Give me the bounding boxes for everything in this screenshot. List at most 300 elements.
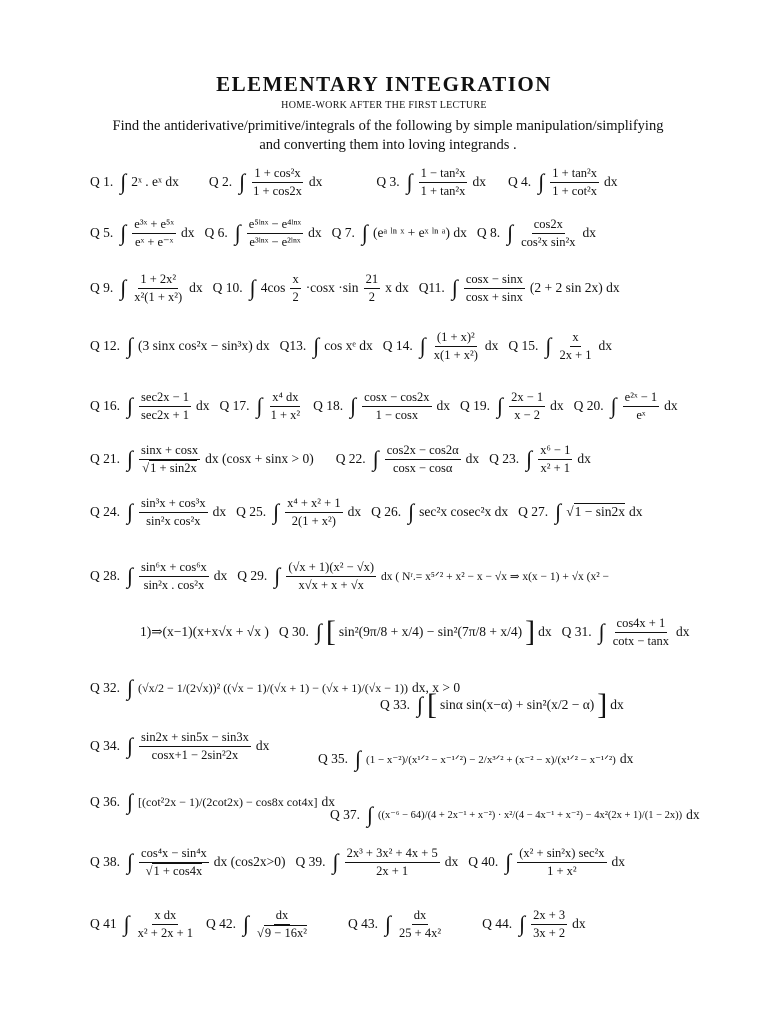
- question-label: Q 14.: [382, 338, 413, 353]
- question-row-5: [90, 380, 730, 432]
- denominator: 3x + 2: [533, 925, 566, 940]
- numerator: (√x + 1)(x² − √x): [286, 560, 376, 577]
- math-text: 9 − 16x²: [264, 925, 307, 940]
- numerator: x⁴ dx: [270, 390, 300, 407]
- question-label: Q 29.: [237, 568, 268, 583]
- question-label: Q 9.: [90, 280, 114, 295]
- math-text: dx (cosx + sinx > 0): [205, 451, 314, 466]
- question-label: Q 16.: [90, 398, 120, 413]
- denominator: cotx − tanx: [612, 633, 670, 648]
- page-title: ELEMENTARY INTEGRATION: [216, 72, 552, 96]
- question-q12: [90, 335, 272, 357]
- fraction: [290, 272, 300, 305]
- fraction: [269, 390, 303, 423]
- integral-sign: ∫: [408, 499, 415, 524]
- instructions-line-1: Find the antiderivative/primitive/integrals of the following by simple manipulation/simplifying: [112, 118, 664, 134]
- math-text: dx: [308, 174, 323, 189]
- numerator: 2x³ + 3x² + 4x + 5: [345, 846, 440, 863]
- question-q43: [348, 908, 446, 941]
- question-q11: [419, 272, 622, 305]
- fraction: [132, 217, 176, 250]
- question-label: Q 32.: [90, 680, 120, 695]
- numerator: 1 + 2x²: [138, 272, 178, 289]
- denominator: e³ˡⁿˣ − e²ˡⁿˣ: [249, 234, 301, 249]
- integral-sign: ∫: [419, 333, 426, 358]
- question-row-4: [90, 320, 730, 372]
- denominator: 2x + 1: [376, 863, 409, 878]
- question-label: Q 21.: [90, 451, 120, 466]
- denominator: x² + 2x + 1: [137, 925, 194, 940]
- math-text: 2ˣ . eˣ dx: [131, 174, 179, 189]
- question-row-11b: [318, 744, 718, 774]
- math-text: dx: [664, 398, 678, 413]
- integral-sign: ∫: [127, 675, 134, 700]
- math-text: dx: [196, 398, 210, 413]
- question-q3: [376, 166, 488, 199]
- denominator: x(1 + x²): [433, 347, 478, 362]
- question-q24: [90, 496, 228, 529]
- numerator: x: [290, 272, 300, 289]
- numerator: cos2x − cos2α: [385, 443, 461, 460]
- question-q8: [477, 217, 598, 250]
- integral-sign: ∫: [545, 333, 552, 358]
- instructions: [88, 117, 688, 155]
- math-text: dx: [577, 451, 591, 466]
- question-label: Q 36.: [90, 794, 120, 809]
- denominator: 2: [292, 289, 299, 304]
- denominator: 1 + cos2x: [253, 183, 302, 198]
- denominator: sin²x . cos²x: [143, 577, 205, 592]
- math-text: dx: [465, 451, 480, 466]
- question-q10: [213, 272, 411, 305]
- question-label: Q 39.: [295, 854, 326, 869]
- question-q26: [371, 501, 510, 523]
- question-label: Q 23.: [489, 451, 520, 466]
- question-label: Q 8.: [476, 225, 501, 240]
- integral-sign: ∫: [123, 911, 130, 936]
- integral-sign: ∫: [249, 275, 256, 300]
- numerator: sec2x − 1: [139, 390, 191, 407]
- question-label: Q 38.: [90, 854, 120, 869]
- numerator: (x² + sin²x) sec²x: [517, 846, 606, 863]
- question-label: Q 19.: [460, 398, 491, 413]
- numerator: x⁴ + x² + 1: [285, 496, 342, 513]
- numerator: cosx − cos2x: [362, 390, 431, 407]
- math-text: sin²(9π/8 + x/4) − sin²(7π/8 + x/4): [338, 624, 523, 639]
- question-q30: [279, 617, 554, 647]
- math-text: dx: [189, 280, 203, 295]
- math-text: dx: [255, 738, 270, 753]
- question-q21: [90, 443, 316, 476]
- numerator: cosx − sinx: [464, 272, 525, 289]
- question-label: Q 20.: [573, 398, 604, 413]
- math-text: 1 + cos4x: [153, 863, 203, 878]
- fraction: [538, 443, 572, 476]
- numerator: e²ˣ − 1: [623, 390, 659, 407]
- integral-sign: ∫: [507, 220, 514, 245]
- denominator: 1 + x²: [547, 863, 577, 878]
- fraction: [623, 390, 659, 423]
- question-row-10b: [380, 690, 720, 720]
- question-row-2: [90, 207, 730, 259]
- numerator: sin2x + sin5x − sin3x: [139, 730, 251, 747]
- math-text: ·cosx ·sin: [305, 280, 359, 295]
- math-text: [: [325, 615, 336, 648]
- question-q2: [209, 166, 325, 199]
- numerator: e⁵ˡⁿˣ − e⁴ˡⁿˣ: [247, 217, 303, 234]
- math-text: dx: [347, 504, 362, 519]
- integral-sign: ∫: [497, 393, 504, 418]
- numerator: 2x + 3: [531, 908, 567, 925]
- question-label: Q 27.: [518, 504, 549, 519]
- math-text: dx: [181, 225, 195, 240]
- question-label: Q 25.: [236, 504, 267, 519]
- math-text: dx, x > 0: [412, 680, 461, 695]
- math-text: dx: [308, 225, 322, 240]
- fraction: [432, 330, 480, 363]
- fraction: [519, 217, 577, 250]
- denominator: 2x + 1: [559, 347, 592, 362]
- integral-sign: ∫: [417, 692, 424, 717]
- numerator: dx: [274, 908, 291, 925]
- question-label: Q 17.: [219, 398, 250, 413]
- fraction: [139, 496, 208, 529]
- denominator: cosx − cosα: [392, 460, 453, 475]
- question-q33: [380, 690, 626, 720]
- integral-sign: ∫: [127, 733, 134, 758]
- fraction: [557, 330, 593, 363]
- question-q34: [90, 730, 271, 763]
- numerator: sin⁶x + cos⁶x: [139, 560, 209, 577]
- question-q35: [318, 748, 635, 770]
- math-text: dx: [686, 807, 700, 822]
- integral-sign: ∫: [526, 446, 533, 471]
- fraction: [385, 443, 461, 476]
- math-text: (eᵃ ˡⁿ ˣ + eˣ ˡⁿ ᵃ) dx: [372, 225, 467, 240]
- integral-sign: ∫: [313, 333, 320, 358]
- denominator: 1 + cot²x: [552, 183, 598, 198]
- math-text: ((x⁻⁶ − 64)/(4 + 2x⁻¹ + x⁻²) · x²/(4 − 4x⁻¹ + x⁻²) − 4x²(2x + 1)/(1 − 2x)): [378, 810, 683, 821]
- math-text: dx: [212, 504, 227, 519]
- numerator: (1 + x)²: [435, 330, 477, 347]
- denominator: x²(1 + x²): [134, 289, 183, 304]
- math-text: x dx: [385, 280, 409, 295]
- denominator: cosx+1 − 2sin²2x: [151, 747, 239, 762]
- denominator: 1 + x²: [270, 407, 301, 422]
- denominator: eˣ + e⁻ˣ: [135, 234, 174, 249]
- fraction: [509, 390, 545, 423]
- integral-sign: ∫: [451, 275, 458, 300]
- math-text: dx: [572, 916, 586, 931]
- page-subtitle: HOME-WORK AFTER THE FIRST LECTURE: [281, 100, 487, 111]
- integral-sign: ∫: [372, 446, 379, 471]
- numerator: x⁶ − 1: [538, 443, 572, 460]
- question-q23: [489, 443, 593, 476]
- math-text: 1)⇒(x−1)(x+x√x + √x ): [140, 624, 269, 639]
- fraction: [517, 846, 606, 879]
- integral-sign: ∫: [127, 393, 134, 418]
- question-label: Q 6.: [204, 225, 228, 240]
- integral-sign: ∫: [367, 802, 374, 827]
- integral-sign: ∫: [332, 849, 339, 874]
- integral-sign: ∫: [361, 220, 368, 245]
- numerator: dx: [412, 908, 429, 925]
- question-label: Q 12.: [90, 338, 120, 353]
- math-text: √1 − sin2x: [566, 504, 625, 519]
- question-q4: [508, 166, 620, 199]
- question-label: Q 22.: [335, 451, 366, 466]
- integral-sign: ∫: [127, 563, 134, 588]
- denominator: √1 + sin2x: [142, 460, 197, 475]
- denominator: 2(1 + x²): [291, 513, 336, 528]
- question-q15: [508, 330, 614, 363]
- math-text: dx: [598, 338, 612, 353]
- integral-sign: ∫: [127, 333, 134, 358]
- integral-sign: ∫: [610, 393, 617, 418]
- fraction: [139, 730, 251, 763]
- denominator: √1 + cos4x: [145, 863, 203, 878]
- fraction: [531, 908, 567, 941]
- fraction: [362, 390, 431, 423]
- integral-sign: ∫: [234, 220, 241, 245]
- denominator: 1 + tan²x: [420, 183, 466, 198]
- question-q29: [237, 560, 611, 593]
- question-q29-continued: [138, 624, 271, 640]
- math-text: dx: [444, 854, 459, 869]
- fraction: [255, 908, 309, 941]
- question-q16: [90, 390, 212, 423]
- math-text: (3 sinx cos²x − sin³x) dx: [138, 338, 270, 353]
- math-text: dx: [472, 174, 486, 189]
- question-q38: [90, 846, 288, 879]
- question-q22: [336, 443, 481, 476]
- integral-sign: ∫: [406, 169, 413, 194]
- question-label: Q 18.: [313, 398, 344, 413]
- fraction: [247, 217, 303, 250]
- question-q9: [90, 272, 205, 305]
- denominator: 1 − cosx: [375, 407, 419, 422]
- question-row-7: [90, 486, 730, 538]
- numerator: sin³x + cos³x: [139, 496, 208, 513]
- integral-sign: ∫: [355, 746, 362, 771]
- math-text: (2 + 2 sin 2x) dx: [529, 280, 620, 295]
- question-q25: [236, 496, 363, 529]
- question-label: Q 33.: [380, 697, 410, 712]
- denominator: sin²x cos²x: [146, 513, 201, 528]
- question-q18: [313, 390, 452, 423]
- math-text: dx: [538, 624, 552, 639]
- fraction: [139, 443, 200, 476]
- question-label: Q 15.: [508, 338, 539, 353]
- fraction: [285, 496, 342, 529]
- denominator: x − 2: [514, 407, 541, 422]
- question-label: Q 44.: [482, 916, 513, 931]
- question-label: Q 42.: [206, 916, 237, 931]
- question-label: Q 28.: [90, 568, 120, 583]
- question-label: Q 43.: [347, 916, 378, 931]
- integral-sign: ∫: [315, 619, 322, 644]
- question-row-14: [90, 898, 730, 950]
- question-q19: [460, 390, 566, 423]
- integral-sign: ∫: [384, 911, 392, 936]
- fraction: [136, 908, 195, 941]
- question-row-8: [90, 550, 730, 602]
- question-row-13: [90, 836, 730, 888]
- question-q14: [383, 330, 501, 363]
- question-row-1: [90, 156, 730, 208]
- question-q5: [90, 217, 197, 250]
- math-text: dx: [619, 751, 634, 766]
- numerator: cos2x: [532, 217, 565, 234]
- integral-sign: ∫: [120, 220, 127, 245]
- math-text: 1 − sin2x: [574, 504, 625, 519]
- question-label: Q13.: [279, 338, 307, 353]
- math-text: ]: [597, 688, 608, 721]
- integral-sign: ∫: [127, 446, 134, 471]
- numerator: sinx + cosx: [139, 443, 200, 460]
- denominator: 2: [368, 289, 375, 304]
- math-text: dx: [582, 225, 596, 240]
- denominator: sec2x + 1: [141, 407, 190, 422]
- math-text: dx: [611, 854, 626, 869]
- question-q39: [296, 846, 461, 879]
- math-text: dx (cos2x>0): [213, 854, 286, 869]
- question-label: Q 35.: [318, 751, 348, 766]
- integral-sign: ∫: [350, 393, 357, 418]
- fraction: [286, 560, 376, 593]
- question-q20: [574, 390, 680, 423]
- question-label: Q 2.: [208, 174, 233, 189]
- math-text: (1 − x⁻²)/(x¹ᐟ² − x⁻¹ᐟ²) − 2/x³ᐟ² + (x⁻² − x)/(x¹ᐟ² − x⁻¹ᐟ²): [366, 753, 616, 766]
- fraction: [550, 166, 599, 199]
- question-label: Q 37.: [330, 807, 360, 822]
- numerator: 1 + cos²x: [252, 166, 302, 183]
- math-text: dx: [550, 398, 564, 413]
- question-q6: [205, 217, 324, 250]
- question-row-6: [90, 433, 730, 485]
- question-label: Q 4.: [507, 174, 532, 189]
- question-label: Q 5.: [90, 225, 114, 240]
- integral-sign: ∫: [127, 849, 134, 874]
- question-q1: [90, 171, 181, 193]
- integral-sign: ∫: [120, 169, 127, 194]
- math-text: ]: [525, 615, 536, 648]
- fraction: [139, 390, 191, 423]
- question-row-9: [90, 606, 730, 658]
- numerator: cos⁴x − sin⁴x: [139, 846, 209, 863]
- math-text: dx: [629, 504, 643, 519]
- numerator: cos4x + 1: [615, 616, 668, 633]
- question-label: Q 10.: [212, 280, 243, 295]
- denominator: cosx + sinx: [465, 289, 523, 304]
- question-label: Q 31.: [561, 624, 592, 639]
- question-label: Q 41: [90, 916, 117, 931]
- integral-sign: ∫: [538, 169, 545, 194]
- fraction: [345, 846, 440, 879]
- fraction: [139, 846, 209, 879]
- integral-sign: ∫: [555, 499, 562, 524]
- fraction: [611, 616, 671, 649]
- question-label: Q 24.: [90, 504, 120, 519]
- integral-sign: ∫: [274, 563, 281, 588]
- question-label: Q 34.: [90, 738, 120, 753]
- fraction: [139, 560, 209, 593]
- integral-sign: ∫: [127, 789, 134, 814]
- fraction: [419, 166, 468, 199]
- question-q44: [482, 908, 588, 941]
- question-label: Q 40.: [468, 854, 499, 869]
- denominator: √9 − 16x²: [257, 925, 307, 940]
- math-text: sinα sin(x−α) + sin²(x/2 − α): [440, 697, 595, 712]
- numerator: 2x − 1: [509, 390, 545, 407]
- math-text: dx: [604, 174, 618, 189]
- fraction: [251, 166, 304, 199]
- question-q27: [518, 501, 644, 523]
- math-text: dx: [321, 794, 335, 809]
- question-q40: [468, 846, 627, 879]
- integral-sign: ∫: [239, 169, 246, 194]
- question-q7: [332, 222, 469, 244]
- denominator: 25 + 4x²: [399, 925, 442, 940]
- question-q37: [330, 804, 702, 826]
- denominator: x√x + x + √x: [298, 577, 364, 592]
- numerator: e³ˣ + e⁵ˣ: [132, 217, 176, 234]
- math-text: dx: [484, 338, 499, 353]
- integral-sign: ∫: [505, 849, 512, 874]
- math-text: sec²x cosec²x dx: [419, 504, 509, 519]
- integral-sign: ∫: [120, 275, 127, 300]
- numerator: 21: [364, 272, 381, 289]
- integral-sign: ∫: [256, 393, 263, 418]
- math-text: dx ( Nʳ.= x⁵ᐟ² + x² − x − √x ⇒ x(x − 1) + √x (x² −: [381, 571, 610, 583]
- denominator: eˣ: [636, 407, 646, 422]
- denominator: cos²x sin²x: [521, 234, 576, 249]
- question-q17: [220, 390, 306, 423]
- question-label: Q 30.: [278, 624, 309, 639]
- fraction: [464, 272, 525, 305]
- question-label: Q 3.: [376, 174, 400, 189]
- instructions-line-2: and converting them into loving integrands .: [259, 137, 517, 153]
- fraction: [132, 272, 184, 305]
- integral-sign: ∫: [127, 499, 134, 524]
- question-q41: [90, 908, 198, 941]
- math-text: dx: [610, 697, 624, 712]
- math-text: (√x/2 − 1/(2√x))² ((√x − 1)/(√x + 1) − (√x + 1)/(√x − 1)): [138, 680, 409, 695]
- math-text: [(cot²2x − 1)/(2cot2x) − cos8x cot4x]: [138, 794, 318, 809]
- question-row-12b: [330, 800, 730, 830]
- question-q31: [562, 616, 692, 649]
- math-text: 1 + sin2x: [150, 460, 197, 475]
- integral-sign: ∫: [243, 911, 250, 936]
- integral-sign: ∫: [273, 499, 280, 524]
- math-text: [: [427, 688, 438, 721]
- integral-sign: ∫: [598, 619, 605, 644]
- fraction: [397, 908, 443, 941]
- math-text: dx: [213, 568, 228, 583]
- math-text: 4cos: [260, 280, 286, 295]
- numerator: 1 + tan²x: [550, 166, 599, 183]
- numerator: x dx: [152, 908, 178, 925]
- math-text: cos xᵉ dx: [324, 338, 373, 353]
- question-label: Q 1.: [90, 174, 114, 189]
- fraction: [364, 272, 381, 305]
- math-text: dx: [676, 624, 690, 639]
- question-q36: [90, 791, 337, 813]
- numerator: x: [570, 330, 580, 347]
- math-text: dx: [436, 398, 451, 413]
- question-q28: [90, 560, 229, 593]
- integral-sign: ∫: [519, 911, 526, 936]
